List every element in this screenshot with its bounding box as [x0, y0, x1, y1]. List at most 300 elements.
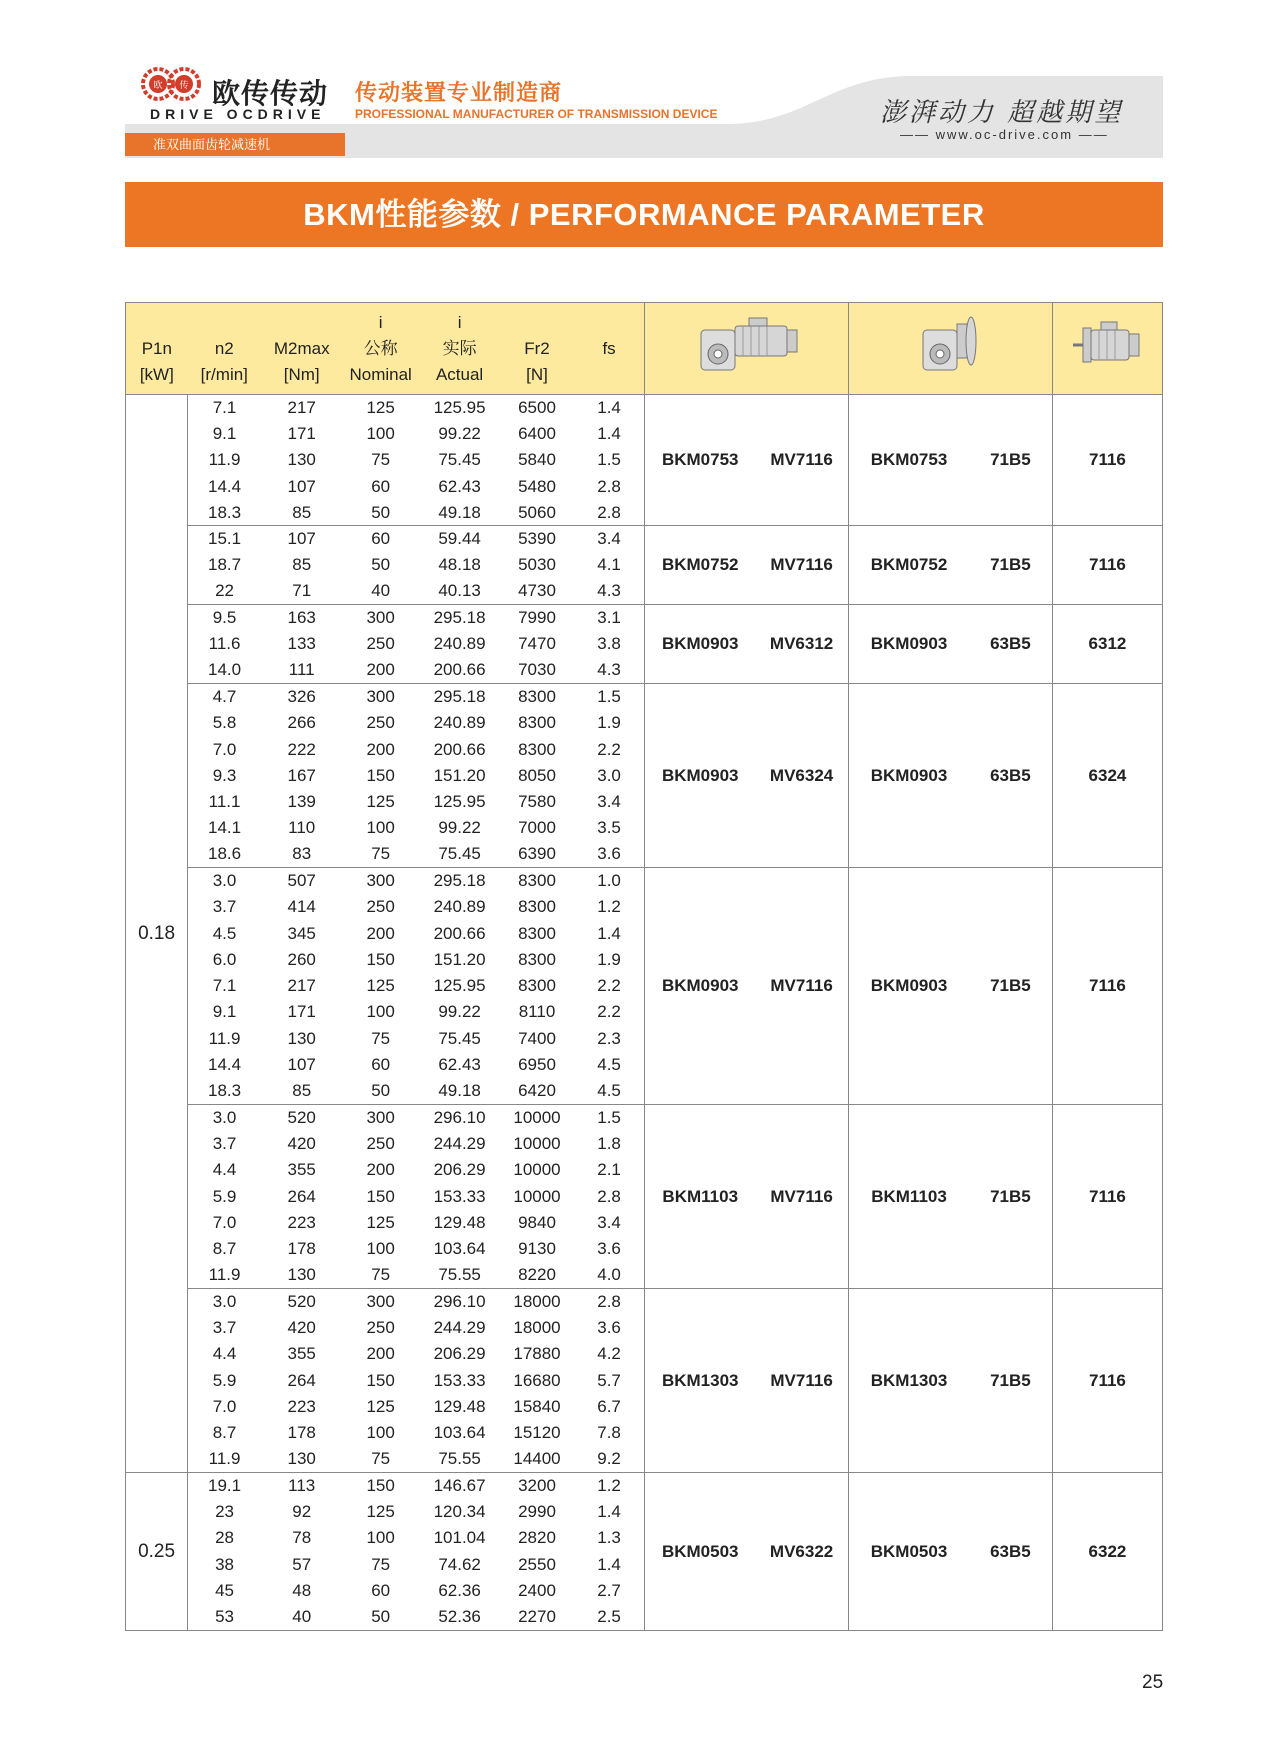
table-cell: 8050: [518, 765, 556, 785]
table-cell: 8300: [518, 949, 556, 969]
motor-type-cell: MV7116: [755, 1105, 849, 1289]
table-cell: 2990: [518, 1502, 556, 1522]
table-cell: 129.48: [433, 1396, 486, 1416]
table-cell: 2.5: [574, 1604, 645, 1630]
page-header: [0, 0, 1280, 170]
table-cell: 326: [287, 687, 316, 707]
table-cell: 250: [366, 713, 395, 733]
table-cell: 3.7: [212, 1318, 237, 1338]
table-cell: 7.0: [212, 1212, 237, 1232]
table-cell: 206.29: [433, 1344, 486, 1364]
table-row: [126, 395, 1163, 421]
table-cell: 295.18: [433, 608, 486, 628]
table-cell: 520: [287, 1291, 316, 1311]
table-cell: 3.0: [212, 1291, 237, 1311]
motor-type-cell: MV7116: [755, 395, 849, 526]
table-cell: 300: [366, 1291, 395, 1311]
table-cell: 178: [287, 1239, 316, 1259]
table-cell: 9.5: [212, 608, 237, 628]
flange-cell: 71B5: [969, 395, 1053, 526]
header-i-nominal: i 公称 Nominal: [342, 303, 418, 395]
table-cell: 100: [366, 1002, 395, 1022]
table-cell: 150: [366, 1476, 395, 1496]
table-cell: 1.5: [597, 687, 621, 707]
header-p1n: P1n [kW]: [126, 303, 188, 395]
header-gearmotor-icon-cell: [645, 303, 849, 395]
table-cell: 1.3: [597, 1528, 621, 1548]
table-cell: 75.45: [438, 1028, 481, 1048]
table-cell: 74.62: [438, 1554, 481, 1574]
table-cell: 200: [366, 1344, 395, 1364]
motor-cell: 7116: [1052, 868, 1162, 1105]
table-cell: 60: [371, 1581, 391, 1600]
product-category-tag: 准双曲面齿轮减速机: [125, 133, 345, 156]
table-cell: 1.4: [597, 423, 621, 443]
table-cell: 200.66: [433, 739, 486, 759]
table-row: [126, 868, 1163, 894]
table-cell: 78: [292, 1528, 312, 1548]
table-cell: 125: [366, 976, 395, 996]
brand-name-en: DRIVE OCDRIVE: [150, 106, 326, 122]
table-cell: 2.8: [597, 1186, 621, 1206]
table-cell: 300: [366, 871, 395, 891]
table-cell: 101.04: [433, 1528, 486, 1548]
table-cell: 7.0: [212, 1396, 237, 1416]
table-cell: 295.18: [433, 871, 486, 891]
table-cell: 2270: [500, 1604, 573, 1630]
table-cell: 125.95: [433, 976, 486, 996]
table-cell: 4.3: [574, 579, 645, 605]
table-cell: 16680: [513, 1370, 561, 1390]
motor-icon: [1067, 310, 1147, 380]
table-cell: 8.7: [212, 1423, 237, 1443]
gearmotor-with-motor-icon: [687, 310, 807, 380]
table-cell: 266: [287, 713, 316, 733]
table-cell: 200: [366, 1160, 395, 1180]
model-cell: BKM0503: [849, 1473, 969, 1631]
flange-cell: 63B5: [969, 1473, 1053, 1631]
header-fs: fs: [574, 303, 645, 395]
table-cell: 150: [366, 949, 395, 969]
table-cell: 85: [261, 500, 342, 526]
table-cell: 100: [366, 1423, 395, 1443]
model-cell: BKM1103: [849, 1105, 969, 1289]
table-cell: 3.4: [597, 792, 621, 812]
table-cell: 10000: [513, 1107, 561, 1127]
table-cell: 250: [366, 634, 395, 654]
flange-cell: 71B5: [969, 1105, 1053, 1289]
table-cell: 250: [366, 1133, 395, 1153]
table-cell: 2.2: [597, 1002, 621, 1022]
gearbox-with-flange-icon: [911, 310, 991, 380]
flange-cell: 63B5: [969, 605, 1053, 684]
table-cell: 7990: [518, 608, 556, 628]
table-cell: 111: [261, 657, 342, 683]
company-logo-icon: [140, 64, 210, 110]
table-cell: 3.4: [597, 1212, 621, 1232]
table-cell: 3.0: [597, 765, 621, 785]
table-cell: 125.95: [433, 397, 486, 417]
table-row: [126, 526, 1163, 552]
table-cell: 110: [288, 818, 316, 838]
table-cell: 11.9: [188, 1262, 261, 1288]
table-cell: 223: [287, 1212, 316, 1232]
table-cell: 99.22: [438, 423, 481, 443]
table-cell: 18.6: [188, 842, 261, 868]
table-cell: 50: [342, 1078, 418, 1104]
table-cell: 3.7: [212, 1133, 237, 1153]
table-cell: 11.1: [208, 792, 241, 812]
table-cell: 1.5: [597, 450, 621, 470]
table-cell: 8300: [518, 923, 556, 943]
table-cell: 23: [215, 1502, 234, 1522]
table-cell: 3.0: [212, 1107, 237, 1127]
table-cell: 300: [366, 1107, 395, 1127]
table-cell: 75: [371, 1554, 391, 1574]
table-cell: 57: [292, 1554, 312, 1574]
table-cell: 8220: [500, 1262, 573, 1288]
table-cell: 85: [261, 1078, 342, 1104]
brand-name-cn: 欧传传动: [212, 78, 329, 109]
table-cell: 5840: [518, 450, 556, 470]
table-cell: 107: [287, 476, 316, 496]
table-cell: 14.4: [208, 1055, 242, 1075]
table-cell: 296.10: [433, 1291, 486, 1311]
model-cell: BKM1303: [849, 1289, 969, 1473]
table-cell: 99.22: [438, 818, 481, 838]
table-cell: 2820: [518, 1528, 556, 1548]
table-cell: 200: [342, 657, 418, 683]
table-cell: 15120: [513, 1423, 561, 1443]
table-cell: 250: [366, 1318, 395, 1338]
table-cell: 240.89: [433, 713, 486, 733]
header-i-actual: i 实际 Actual: [419, 303, 500, 395]
table-cell: 1.4: [597, 1502, 621, 1522]
table-cell: 6.0: [212, 949, 237, 969]
table-cell: 355: [287, 1344, 316, 1364]
table-cell: 153.33: [433, 1186, 486, 1206]
table-cell: 4.5: [597, 1055, 621, 1075]
model-cell: BKM0903: [645, 605, 755, 684]
table-cell: 50: [342, 500, 418, 526]
table-cell: 260: [287, 949, 316, 969]
table-cell: 2400: [518, 1581, 556, 1600]
table-cell: 3.8: [597, 634, 621, 654]
table-cell: 15840: [513, 1396, 561, 1416]
table-cell: 5.8: [212, 713, 237, 733]
table-cell: 150: [366, 1186, 395, 1206]
section-banner: BKM性能参数 / PERFORMANCE PARAMETER: [125, 182, 1163, 247]
table-cell: 1.2: [597, 1476, 621, 1496]
table-cell: 4.2: [597, 1344, 621, 1364]
table-row: [126, 1105, 1163, 1131]
table-cell: 75.55: [419, 1446, 500, 1472]
table-cell: 296.10: [433, 1107, 486, 1127]
table-cell: 50: [371, 555, 391, 575]
table-cell: 9.1: [212, 1002, 237, 1022]
table-cell: 18000: [513, 1318, 561, 1338]
table-cell: 71: [261, 579, 342, 605]
header-motor-icon-cell: [1052, 303, 1162, 395]
table-cell: 60: [371, 529, 391, 549]
table-cell: 107: [287, 529, 316, 549]
table-cell: 1.2: [597, 897, 621, 917]
table-cell: 6420: [500, 1078, 573, 1104]
motor-cell: 6322: [1052, 1473, 1162, 1631]
table-cell: 4.4: [212, 1344, 237, 1364]
table-cell: 2.1: [597, 1160, 621, 1180]
table-cell: 4.7: [212, 687, 237, 707]
table-cell: 4.5: [212, 923, 237, 943]
table-cell: 2.8: [597, 1291, 621, 1311]
motor-type-cell: MV6312: [755, 605, 849, 684]
table-cell: 49.18: [419, 1078, 500, 1104]
table-cell: 3.6: [597, 1318, 621, 1338]
table-cell: 244.29: [433, 1318, 486, 1338]
table-cell: 264: [287, 1186, 316, 1206]
table-cell: 3200: [518, 1476, 556, 1496]
table-cell: 53: [188, 1604, 261, 1630]
table-cell: 7.1: [212, 976, 237, 996]
table-cell: 107: [287, 1055, 316, 1075]
table-cell: 103.64: [433, 1239, 486, 1259]
table-cell: 8300: [518, 687, 556, 707]
table-cell: 38: [215, 1554, 234, 1574]
table-cell: 163: [287, 608, 316, 628]
table-cell: 5480: [518, 476, 556, 496]
table-cell: 99.22: [438, 1002, 481, 1022]
table-cell: 4.0: [574, 1262, 645, 1288]
table-cell: 45: [215, 1581, 234, 1600]
table-cell: 129.48: [433, 1212, 486, 1232]
model-cell: BKM1303: [645, 1289, 755, 1473]
table-cell: 14400: [500, 1446, 573, 1472]
table-cell: 9840: [518, 1212, 556, 1232]
flange-cell: 71B5: [969, 868, 1053, 1105]
table-cell: 15.1: [208, 529, 242, 549]
table-row: [126, 684, 1163, 710]
motor-type-cell: MV7116: [755, 526, 849, 605]
table-cell: 125: [366, 792, 395, 812]
table-cell: 3.6: [574, 842, 645, 868]
model-cell: BKM0903: [645, 868, 755, 1105]
motto: 澎湃动力 超越期望: [880, 98, 1124, 128]
table-row: [126, 605, 1163, 631]
table-row: [126, 1289, 1163, 1315]
table-cell: 130: [261, 1446, 342, 1472]
table-cell: 3.6: [597, 1239, 621, 1259]
table-cell: 7.1: [212, 397, 237, 417]
performance-table: [125, 302, 1163, 1631]
table-cell: 125.95: [433, 792, 486, 812]
table-cell: 2.7: [597, 1581, 621, 1600]
table-cell: 28: [215, 1528, 234, 1548]
table-cell: 244.29: [433, 1133, 486, 1153]
table-cell: 75: [342, 1262, 418, 1288]
table-cell: 75.45: [438, 450, 481, 470]
table-cell: 120.34: [433, 1502, 486, 1522]
table-cell: 18.3: [188, 1078, 261, 1104]
power-cell: 0.18: [126, 395, 188, 1473]
table-cell: 171: [287, 423, 316, 443]
header-fr2: Fr2 [N]: [500, 303, 573, 395]
svg-text:传: 传: [179, 81, 189, 91]
table-cell: 300: [366, 687, 395, 707]
table-cell: 151.20: [433, 765, 486, 785]
table-cell: 11.9: [208, 1028, 241, 1048]
table-cell: 2.8: [597, 476, 621, 496]
table-cell: 222: [287, 739, 316, 759]
table-cell: 200: [366, 923, 395, 943]
table-cell: 83: [261, 842, 342, 868]
table-cell: 3.1: [597, 608, 621, 628]
table-cell: 414: [287, 897, 316, 917]
table-cell: 100: [366, 1239, 395, 1259]
table-cell: 14.4: [208, 476, 242, 496]
model-cell: BKM0753: [849, 395, 969, 526]
table-cell: 295.18: [433, 687, 486, 707]
table-cell: 355: [287, 1160, 316, 1180]
motor-cell: 6324: [1052, 684, 1162, 868]
header-gearbox-icon-cell: [849, 303, 1053, 395]
table-cell: 7470: [518, 634, 556, 654]
table-cell: 75: [342, 1446, 418, 1472]
table-cell: 4.1: [597, 555, 621, 575]
header-m2max: M2max [Nm]: [261, 303, 342, 395]
motor-cell: 7116: [1052, 1105, 1162, 1289]
table-cell: 5390: [518, 529, 556, 549]
table-cell: 50: [342, 1604, 418, 1630]
table-cell: 4.3: [574, 657, 645, 683]
table-cell: 520: [287, 1107, 316, 1127]
table-cell: 5060: [500, 500, 573, 526]
table-cell: 2.2: [597, 976, 621, 996]
table-cell: 4.4: [212, 1160, 237, 1180]
table-cell: 48.18: [438, 555, 481, 575]
table-cell: 7030: [500, 657, 573, 683]
table-cell: 4.5: [574, 1078, 645, 1104]
table-cell: 200: [366, 739, 395, 759]
table-cell: 75: [342, 842, 418, 868]
table-cell: 18.3: [188, 500, 261, 526]
table-cell: 125: [366, 1396, 395, 1416]
table-cell: 6500: [518, 397, 556, 417]
table-cell: 2.8: [574, 500, 645, 526]
table-cell: 17880: [513, 1344, 561, 1364]
table-cell: 10000: [513, 1133, 561, 1153]
table-cell: 52.36: [419, 1604, 500, 1630]
table-cell: 345: [287, 923, 316, 943]
table-cell: 217: [287, 397, 316, 417]
table-cell: 9.1: [212, 423, 237, 443]
page-number: 25: [1142, 1672, 1164, 1693]
table-cell: 3.0: [212, 871, 237, 891]
table-cell: 151.20: [433, 949, 486, 969]
table-cell: 5.9: [212, 1370, 237, 1390]
svg-text:欧: 欧: [153, 81, 163, 91]
table-cell: 420: [287, 1318, 316, 1338]
table-cell: 8300: [518, 713, 556, 733]
motor-cell: 7116: [1052, 526, 1162, 605]
table-cell: 264: [287, 1370, 316, 1390]
table-cell: 11.6: [208, 634, 241, 654]
table-cell: 2550: [518, 1554, 556, 1574]
table-cell: 7.0: [212, 739, 237, 759]
table-cell: 8300: [518, 976, 556, 996]
table-cell: 14.0: [188, 657, 261, 683]
table-cell: 75.55: [419, 1262, 500, 1288]
table-cell: 300: [366, 608, 395, 628]
table-cell: 250: [366, 897, 395, 917]
table-cell: 139: [287, 792, 316, 812]
motor-cell: 7116: [1052, 395, 1162, 526]
table-cell: 10000: [513, 1186, 561, 1206]
table-cell: 507: [287, 871, 316, 891]
table-cell: 6.7: [597, 1396, 621, 1416]
table-cell: 40.13: [419, 579, 500, 605]
table-cell: 40: [342, 579, 418, 605]
table-cell: 92: [292, 1502, 312, 1522]
table-cell: 8300: [518, 871, 556, 891]
table-cell: 100: [366, 818, 395, 838]
table-cell: 100: [366, 1528, 395, 1548]
motor-cell: 7116: [1052, 1289, 1162, 1473]
table-cell: 130: [261, 1262, 342, 1288]
model-cell: BKM0903: [645, 684, 755, 868]
table-cell: 206.29: [433, 1160, 486, 1180]
table-cell: 217: [287, 976, 316, 996]
table-cell: 85: [292, 555, 312, 575]
table-cell: 1.9: [597, 949, 621, 969]
table-cell: 130: [287, 1028, 316, 1048]
table-cell: 1.0: [597, 871, 621, 891]
model-cell: BKM0753: [645, 395, 755, 526]
slogan-en: PROFESSIONAL MANUFACTURER OF TRANSMISSION DEVICE: [355, 107, 718, 121]
table-cell: 9.2: [574, 1446, 645, 1472]
table-cell: 5.9: [212, 1186, 237, 1206]
table-cell: 8110: [518, 1002, 556, 1022]
table-cell: 150: [366, 1370, 395, 1390]
table-cell: 75.45: [419, 842, 500, 868]
table-cell: 125: [366, 1502, 395, 1522]
motor-type-cell: MV6322: [755, 1473, 849, 1631]
website-url: —— www.oc-drive.com ——: [900, 127, 1109, 142]
table-cell: 223: [287, 1396, 316, 1416]
table-cell: 75: [371, 1028, 391, 1048]
table-cell: 5.7: [597, 1370, 621, 1390]
table-cell: 420: [287, 1133, 316, 1153]
flange-cell: 63B5: [969, 684, 1053, 868]
motor-type-cell: MV7116: [755, 868, 849, 1105]
table-cell: 49.18: [419, 500, 500, 526]
table-cell: 48: [292, 1581, 312, 1600]
table-cell: 22: [188, 579, 261, 605]
model-cell: BKM0903: [849, 684, 969, 868]
model-cell: BKM0903: [849, 605, 969, 684]
table-cell: 100: [366, 423, 395, 443]
table-cell: 6390: [500, 842, 573, 868]
table-cell: 171: [287, 1002, 316, 1022]
table-cell: 8300: [518, 739, 556, 759]
table-cell: 1.4: [597, 397, 621, 417]
table-header-row: [126, 303, 1163, 395]
table-cell: 3.7: [212, 897, 237, 917]
table-cell: 8.7: [212, 1239, 237, 1259]
table-cell: 14.1: [208, 818, 242, 838]
table-cell: 11.9: [188, 1446, 261, 1472]
table-cell: 60: [371, 1055, 391, 1075]
table-cell: 150: [366, 765, 395, 785]
